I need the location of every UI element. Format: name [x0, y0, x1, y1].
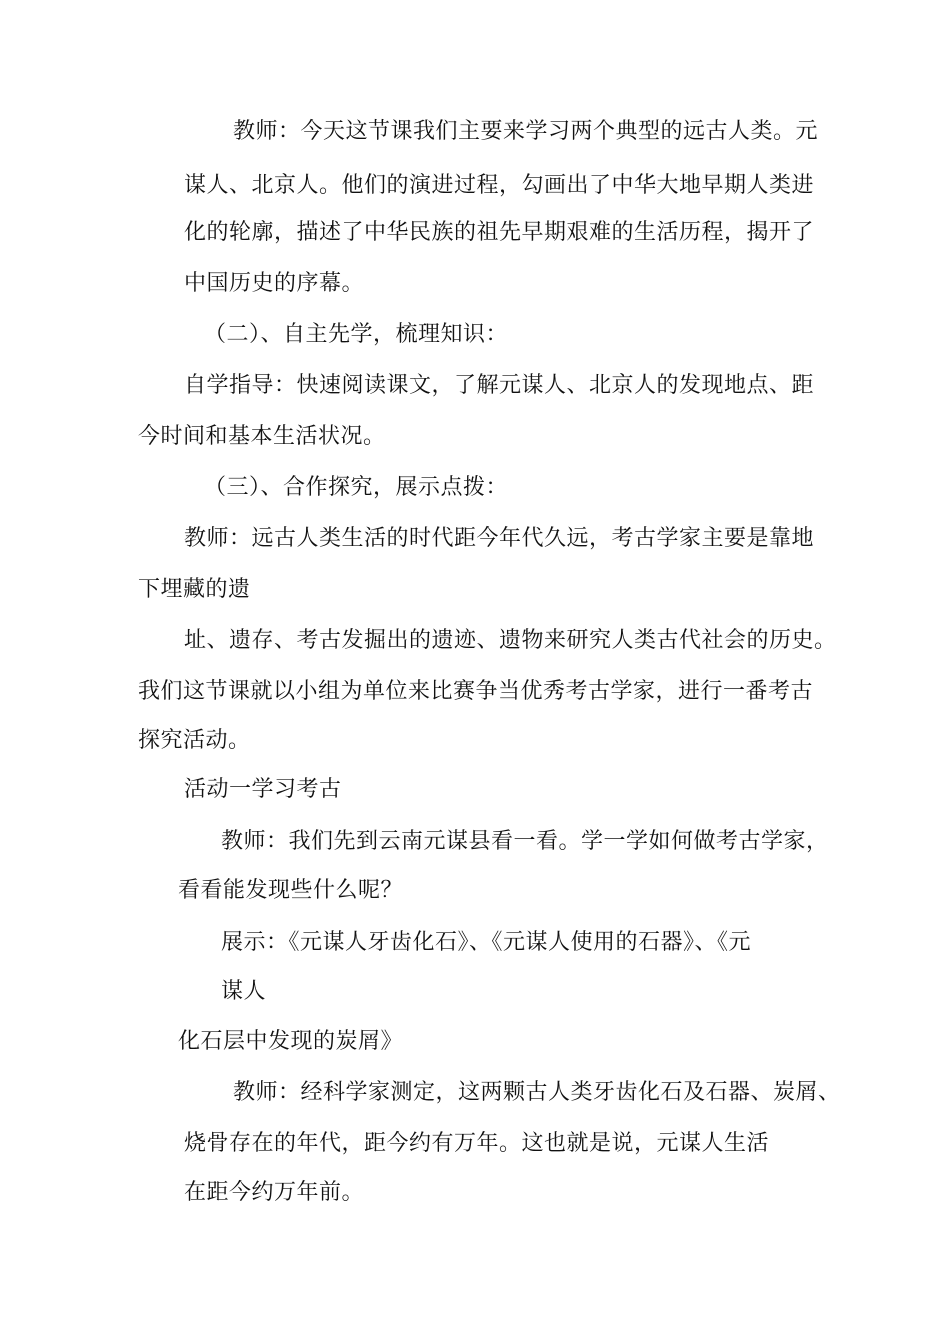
text-line: 在距今约万年前。: [184, 1180, 365, 1205]
text-line: 展示：《元谋人牙齿化石》、《元谋人使用的石器》、《元: [221, 930, 752, 955]
text-line: 址、遗存、考古发掘出的遗迹、遗物来研究人类古代社会的历史。: [184, 628, 837, 653]
section-heading: （三）、合作探究，展示点拨：: [204, 475, 509, 500]
text-line: 中国历史的序幕。: [184, 271, 365, 296]
section-heading: （二）、自主先学，梳理知识：: [204, 322, 509, 347]
text-line: 教师：我们先到云南元谋县看一看。学一学如何做考古学家，: [221, 829, 829, 854]
text-line: 化的轮廓，描述了中华民族的祖先早期艰难的生活历程，揭开了: [184, 220, 815, 245]
text-line: 教师：经科学家测定，这两颗古人类牙齿化石及石器、炭屑、: [233, 1080, 841, 1105]
text-line: 下埋藏的遗: [138, 577, 251, 602]
text-line: 烧骨存在的年代，距今约有万年。这也就是说，元谋人生活: [184, 1131, 770, 1156]
text-line: 教师：远古人类生活的时代距今年代久远，考古学家主要是靠地: [184, 526, 815, 551]
text-line: 谋人、北京人。他们的演进过程，勾画出了中华大地早期人类进: [184, 173, 815, 198]
text-line: 自学指导：快速阅读课文，了解元谋人、北京人的发现地点、距: [184, 373, 815, 398]
text-line: 我们这节课就以小组为单位来比赛争当优秀考古学家，进行一番考古: [138, 679, 814, 704]
activity-heading: 活动一学习考古: [184, 777, 342, 802]
text-line: 探究活动。: [138, 728, 251, 753]
text-line: 谋人: [221, 979, 267, 1004]
text-line: 教师：今天这节课我们主要来学习两个典型的远古人类。元: [233, 119, 819, 144]
text-line: 化石层中发现的炭屑》: [178, 1029, 404, 1054]
text-line: 今时间和基本生活状况。: [138, 424, 386, 449]
text-line: 看看能发现些什么呢？: [178, 878, 404, 903]
